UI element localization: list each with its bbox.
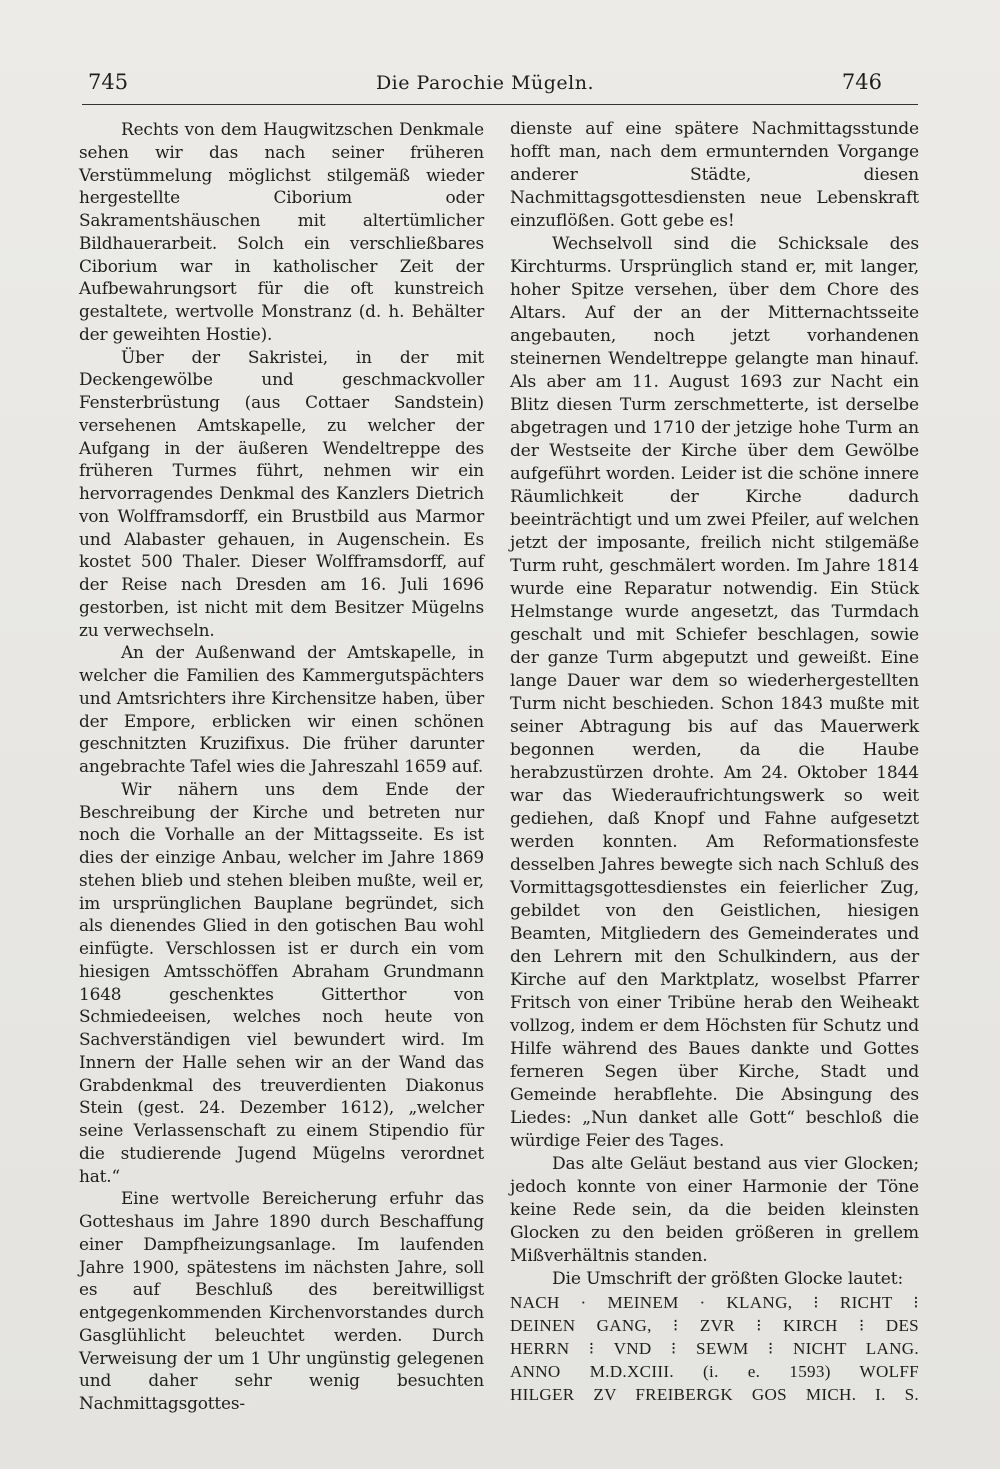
page-number-left: 745 [88,70,129,94]
left-column [79,118,484,1415]
page-header [88,70,882,104]
inscription-line: HILGER ZV FREIBERGK GOS MICH. I. S. [510,1385,919,1404]
running-title: Die Parochie Mügeln. [375,72,595,94]
paragraph: Wechselvoll sind die Schicksale des Kirchturms. Ursprünglich stand er, mit langer, hoher Spitze versehen, über dem Chore des Altars. Auf der an der Mitternachtsseite angebauten, noch jetzt vorhandenen steinernen Wendeltreppe gelangte man hinauf. Als aber am 11. August 1693 zur Nacht ein Blitz diesen Turm zerschmetterte, ist derselbe abgetragen und 1710 der jetzige hohe Turm an der Westseite der Kirche über dem Gewölbe aufgeführt worden. Leider ist die schöne innere Räumlichkeit der Kirche dadurch beeinträchtigt und um zwei Pfeiler, auf welchen jetzt der imposante, freilich nicht stilgemäße Turm ruht, geschmälert worden. Im Jahre 1814 wurde eine Reparatur notwendig. Ein Stück Helmstange wurde angesetzt, das Turmdach geschalt und mit Schiefer beschlagen, sowie der ganze Turm abgeputzt und geweißt. Eine lange Dauer war dem so wiederhergestellten Turm nicht beschieden. Schon 1843 mußte mit seiner Abtragung bis auf das Mauerwerk begonnen werden, da die Haube herabzustürzen drohte. Am 24. Oktober 1844 war das Wiederaufrichtungswerk so weit gediehen, daß Knopf und Fahne aufgesetzt werden konnten. Am Reformationsfeste desselben Jahres bewegte sich nach Schluß des Vormittagsgottesdienstes ein feierlicher Zug, gebildet von den Geistlichen, hiesigen Beamten, Mitgliedern des Gemeinderates und den Lehrern mit den Schulkindern, aus der Kirche auf den Marktplatz, woselbst Pfarrer Fritsch von einer Tribüne herab den Weiheakt vollzog, indem er dem Höchsten für Schutz und Hilfe während des Baues dankte und Gottes ferneren Segen über Kirche, Stadt und Gemeinde herabflehte. Die Absingung des Liedes: „Nun danket alle Gott“ beschloß die würdige Feier des Tages. [510,234,919,1151]
inscription-line: HERRN ⁝ VND ⁝ SEWM ⁝ NICHT LANG. [510,1339,919,1358]
right-column [510,118,919,1406]
paragraph: Über der Sakristei, in der mit Deckengewölbe und geschmackvoller Fensterbrüstung (aus Cottaer Sandstein) versehenen Amtskapelle, zu welcher der Aufgang in der äußeren Wendeltreppe des früheren Turmes führt, nehmen wir ein hervorragendes Denkmal des Kanzlers Dietrich von Wolfframsdorff, ein Brustbild aus Marmor und Alabaster gehauen, in Augenschein. Es kostet 500 Thaler. Dieser Wolfframsdorff, auf der Reise nach Dresden am 16. Juli 1696 gestorben, ist nicht mit dem Besitzer Mügelns zu verwechseln. [79,346,484,640]
paragraph: Wir nähern uns dem Ende der Beschreibung der Kirche und betreten nur noch die Vorhalle an der Mittagsseite. Es ist dies der einzige Anbau, welcher im Jahre 1869 stehen blieb und stehen bleiben mußte, weil er, im ursprünglichen Bauplane begründet, sich als dienendes Glied in den gotischen Bau wohl einfügte. Verschlossen ist er durch ein vom hiesigen Amtsschöffen Abraham Grundmann 1648 geschenktes Gitterthor von Schmiedeeisen, welches noch heute von Sachverständigen viel bewundert wird. Im Innern der Halle sehen wir an der Wand das Grabdenkmal des treuverdienten Diakonus Stein (gest. 24. Dezember 1612), „welcher seine Verlassenschaft zu einem Stipendio für die studierende Jugend Mügelns verordnet hat.“ [79,778,484,1186]
header-rule [82,104,918,105]
bell-inscription [510,1291,919,1406]
page-number-right: 746 [841,70,882,94]
paragraph: Das alte Geläut bestand aus vier Glocken; jedoch konnte von einer Harmonie der Töne keine Rede sein, da die beiden kleinsten Glocken zu den beiden größeren in grellem Mißverhältnis standen. [510,1154,919,1266]
inscription-line: ANNO M.D.XCIII. (i. e. 1593) WOLFF [510,1362,919,1381]
paragraph: Rechts von dem Haugwitzschen Denkmale sehen wir das nach seiner früheren Verstümmelung möglichst stilgemäß wieder hergestellte Ciborium oder Sakramentshäuschen mit altertümlicher Bildhauerarbeit. Solch ein verschließbares Ciborium war in katholischer Zeit der Aufbewahrungsort für die oft kunstreich gestaltete, wertvolle Monstranz (d. h. Behälter der geweihten Hostie). [79,119,484,344]
inscription-line: DEINEN GANG, ⁝ ZVR ⁝ KIRCH ⁝ DES [510,1316,919,1335]
paragraph: Eine wertvolle Bereicherung erfuhr das Gotteshaus im Jahre 1890 durch Beschaffung einer Dampfheizungsanlage. Im laufenden Jahre 1900, spätestens im nächsten Jahre, soll es auf Beschluß des bereitwilligst entgegenkommenden Kirchenvorstandes durch Gasglühlicht beleuchtet werden. Durch Verweisung der um 1 Uhr ungünstig gelegenen und daher sehr wenig besuchten Nachmittagsgottes- [79,1188,484,1413]
paragraph-continued: dienste auf eine spätere Nachmittagsstunde hofft man, nach dem ermunternden Vorgange anderer Städte, diesen Nachmittagsgottesdiensten neue Lebenskraft einzuflößen. Gott gebe es! [510,119,919,231]
paragraph: Die Umschrift der größten Glocke lautet: [552,1269,904,1289]
inscription-line: NACH · MEINEM · KLANG, ⁝ RICHT ⁝ [510,1293,919,1312]
paragraph: An der Außenwand der Amtskapelle, in welcher die Familien des Kammergutspächters und Amtsrichters ihre Kirchensitze haben, über der Empore, erblicken wir einen schönen geschnitzten Kruzifixus. Die früher darunter angebrachte Tafel wies die Jahreszahl 1659 auf. [79,642,484,776]
